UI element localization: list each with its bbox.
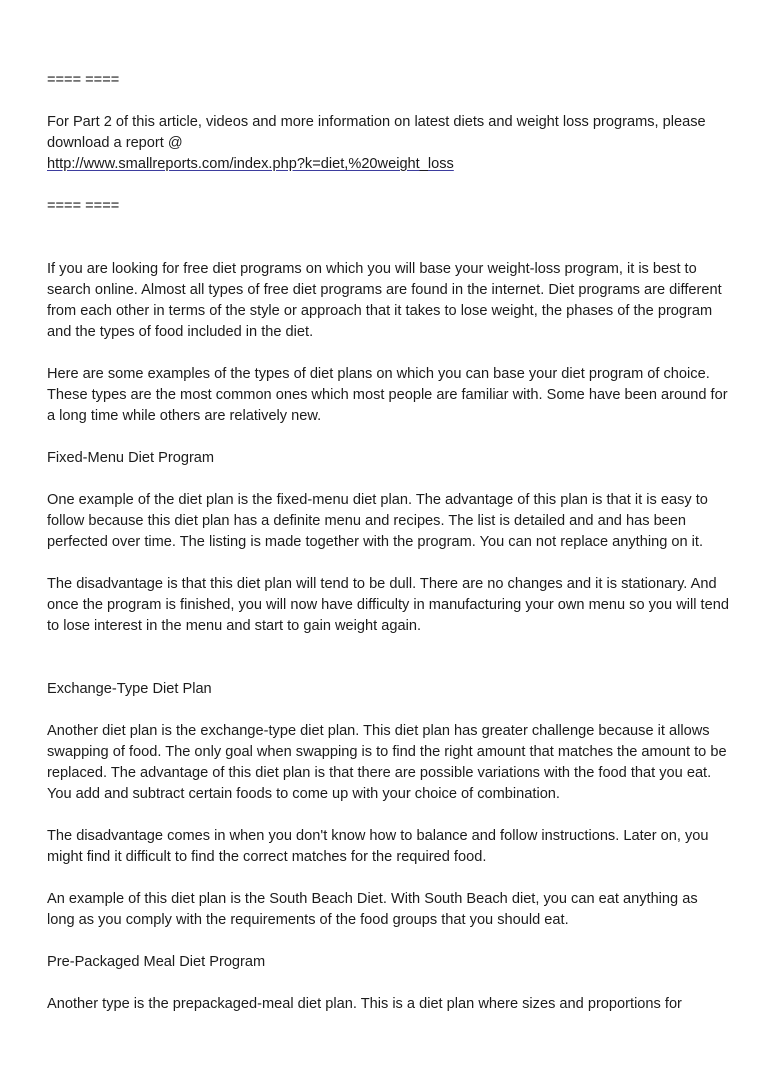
report-intro-text: For Part 2 of this article, videos and more information on latest diets and weight loss programs, please download a report @ <box>47 114 706 151</box>
section-heading-exchange-type: Exchange-Type Diet Plan <box>47 681 212 697</box>
section-heading-fixed-menu: Fixed-Menu Diet Program <box>47 450 215 466</box>
section-paragraph: Another diet plan is the exchange-type diet plan. This diet plan has greater challenge because it allows swapping of food. The only goal when swapping is to find the right amount that matches the amount to be replaced. The advantage of this diet plan is that there are possible variations with the food that you eat. You add and subtract certain foods to come up with your choice of combination. <box>47 723 727 802</box>
report-notice <box>47 112 729 175</box>
section-paragraph: The disadvantage is that this diet plan will tend to be dull. There are no changes and it is stationary. And once the program is finished, you will now have difficulty in manufacturing your own menu so you will tend to lose interest in the menu and start to gain weight again. <box>47 576 729 634</box>
section-paragraph: One example of the diet plan is the fixed-menu diet plan. The advantage of this plan is that it is easy to follow because this diet plan has a definite menu and recipes. The list is detailed and and has been perfected over time. The listing is made together with the program. You can not replace anything on it. <box>47 492 708 550</box>
separator-bottom: ==== ==== <box>47 198 120 214</box>
intro-paragraph: If you are looking for free diet programs on which you will base your weight-loss program, it is best to search online. Almost all types of free diet programs are found in the internet. Diet programs are different from each other in terms of the style or approach that it takes to lose weight, the phases of the program and the types of food included in the diet. <box>47 261 722 340</box>
section-paragraph: An example of this diet plan is the South Beach Diet. With South Beach diet, you can eat anything as long as you comply with the requirements of the food groups that you should eat. <box>47 891 698 928</box>
separator-top: ==== ==== <box>47 72 120 88</box>
intro-paragraph: Here are some examples of the types of diet plans on which you can base your diet program of choice. These types are the most common ones which most people are familiar with. Some have been around for a long time while others are relatively new. <box>47 366 728 424</box>
report-download-link[interactable]: http://www.smallreports.com/index.php?k=diet,%20weight_loss <box>47 156 454 172</box>
section-paragraph: The disadvantage comes in when you don't know how to balance and follow instructions. Later on, you might find it difficult to find the correct matches for the required food. <box>47 828 709 865</box>
article-body <box>47 70 729 1036</box>
section-paragraph: Another type is the prepackaged-meal diet plan. This is a diet plan where sizes and proportions for <box>47 996 682 1012</box>
section-heading-pre-packaged: Pre-Packaged Meal Diet Program <box>47 954 266 970</box>
